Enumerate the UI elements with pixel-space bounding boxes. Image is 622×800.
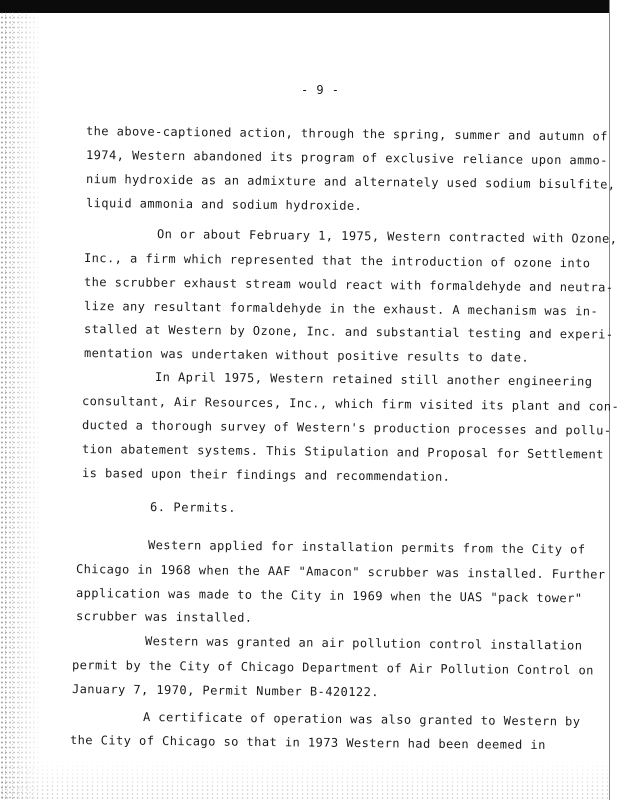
text-line: the City of Chicago so that in 1973 Western had been deemed in <box>69 733 546 752</box>
text-line: nium hydroxide as an admixture and alternately used sodium bisulfite, <box>85 172 616 192</box>
text-line: ducted a thorough survey of Western's production processes and pollu- <box>81 418 612 438</box>
text-line: Chicago in 1968 when the AAF "Amacon" scrubber was installed. Further <box>75 562 606 582</box>
scan-top-border <box>0 0 622 13</box>
text-line: the above-captioned action, through the spring, summer and autumn of <box>85 124 608 144</box>
text-line: tion abatement systems. This Stipulation and Proposal for Settlement <box>81 442 604 462</box>
text-line: stalled at Western by Ozone, Inc. and substantial testing and experi- <box>83 322 614 342</box>
scan-noise-bottom <box>0 760 610 800</box>
text-line: Western applied for installation permits from the City of <box>147 538 586 557</box>
text-line: the scrubber exhaust stream would react with formaldehyde and neutra- <box>83 275 614 295</box>
text-line: In April 1975, Western retained still another engineering <box>154 370 593 389</box>
text-line: liquid ammonia and sodium hydroxide. <box>85 196 363 213</box>
text-line: Western was granted an air pollution control installation <box>144 634 583 653</box>
text-line: Inc., a firm which represented that the introduction of ozone into <box>83 251 591 271</box>
text-line: A certificate of operation was also granted to Western by <box>142 710 581 729</box>
text-line: application was made to the City in 1969 when the UAS "pack tower" <box>75 586 583 606</box>
text-line: On or about February 1, 1975, Western contracted with Ozone, <box>156 227 618 246</box>
text-line: mentation was undertaken without positive results to date. <box>83 346 530 365</box>
page-number: - 9 - <box>301 83 340 97</box>
text-line: is based upon their findings and recommendation. <box>81 466 451 484</box>
text-line: permit by the City of Chicago Department of Air Pollution Control on <box>71 658 594 678</box>
text-line: January 7, 1970, Permit Number B-420122. <box>71 682 380 700</box>
text-line: lize any resultant formaldehyde in the exhaust. A mechanism was in- <box>83 299 599 319</box>
text-line: scrubber was installed. <box>75 609 253 625</box>
scan-noise-left <box>0 10 42 800</box>
text-line: 1974, Western abandoned its program of exclusive reliance upon ammo- <box>85 148 608 168</box>
text-line: consultant, Air Resources, Inc., which firm visited its plant and con- <box>81 394 620 414</box>
section-heading: 6. Permits. <box>149 500 237 515</box>
